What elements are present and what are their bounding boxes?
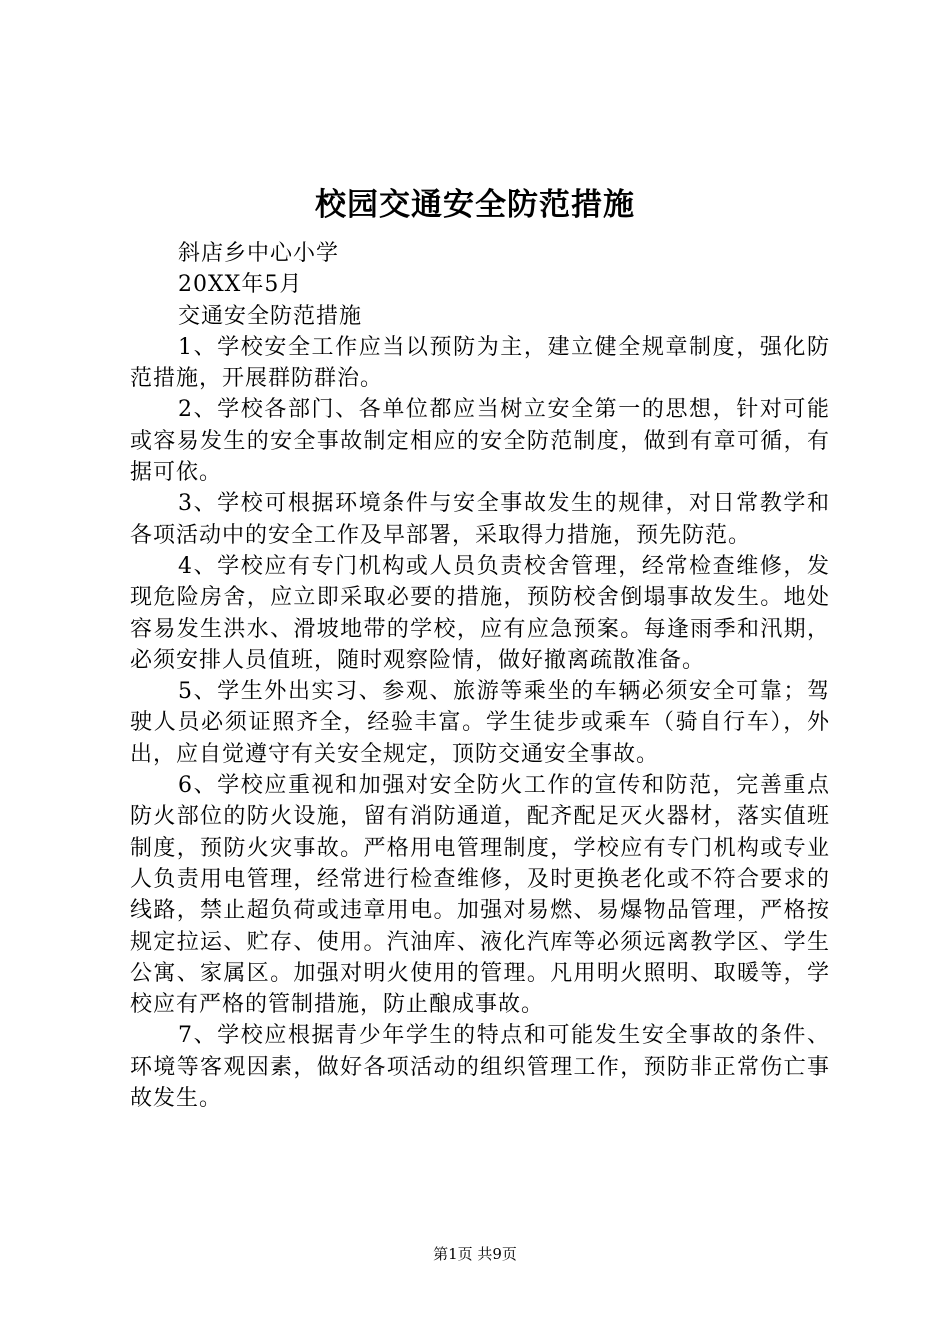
section-heading: 交通安全防范措施 (178, 303, 363, 329)
paragraph: 2、学校各部门、各单位都应当树立安全第一的思想，针对可能或容易发生的安全事故制定相应的安全防范制度，做到有章可循，有据可依。 (130, 397, 830, 486)
paragraph: 4、学校应有专门机构或人员负责校舍管理，经常检查维修，发现危险房舍，应立即采取必要的措施，预防校舍倒塌事故发生。地处容易发生洪水、滑坡地带的学校，应有应急预案。每逢雨季和汛期，必须安排人员值班，随时观察险情，做好撤离疏散准备。 (130, 553, 830, 673)
paragraph: 7、学校应根据青少年学生的特点和可能发生安全事故的条件、环境等客观因素，做好各项活动的组织管理工作，预防非正常伤亡事故发生。 (130, 1023, 830, 1112)
page-footer: 第1页 共9页 (433, 1245, 517, 1263)
document-title: 校园交通安全防范措施 (315, 187, 635, 223)
document-date: 20XX年5月 (178, 272, 303, 298)
paragraph: 5、学生外出实习、参观、旅游等乘坐的车辆必须安全可靠；驾驶人员必须证照齐全，经验丰富。学生徒步或乘车（骑自行车），外出，应自觉遵守有关安全规定，顶防交通安全事故。 (130, 679, 830, 767)
paragraph: 6、学校应重视和加强对安全防火工作的宣传和防范，完善重点防火部位的防火设施，留有消防通道，配齐配足灭火器材，落实值班制度，预防火灾事故。严格用电管理制度，学校应有专门机构或专业人负责用电管理，经常进行检查维修，及时更换老化或不符合要求的线路，禁止超负荷或违章用电。加强对易燃、易爆物品管理，严格按规定拉运、贮存、使用。汽油库、液化汽库等必须远离教学区、学生公寓、家属区。加强对明火使用的管理。凡用明火照明、取暖等，学校应有严格的管制措施，防止酿成事故。 (130, 773, 830, 1018)
paragraph: 3、学校可根据环境条件与安全事故发生的规律，对日常教学和各项活动中的安全工作及早部署，采取得力措施，预先防范。 (130, 491, 830, 548)
document-body (130, 238, 830, 1114)
school-name: 斜店乡中心小学 (178, 241, 340, 266)
paragraph: 1、学校安全工作应当以预防为主，建立健全规章制度，强化防范措施，开展群防群治。 (130, 334, 830, 392)
